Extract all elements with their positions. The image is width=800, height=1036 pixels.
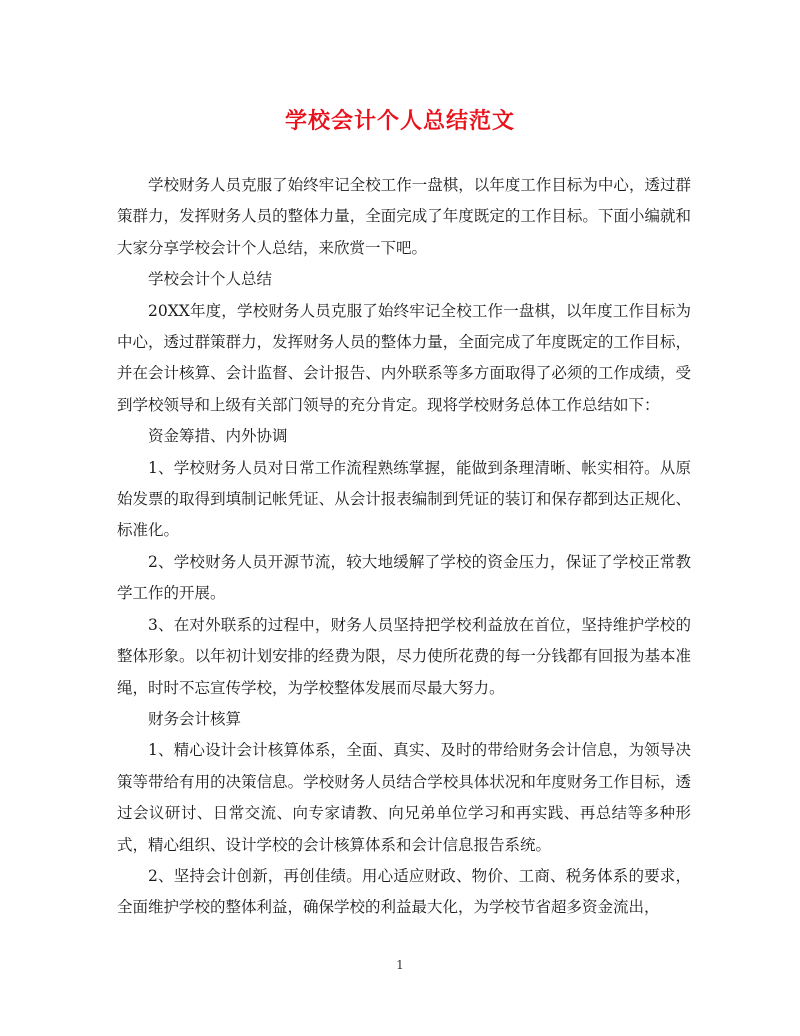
summary-paragraph: 20XX年度，学校财务人员克服了始终牢记全校工作一盘棋，以年度工作目标为中心，透过群策群力，发挥财务人员的整体力量，全面完成了年度既定的工作目标，并在会计核算、会计监督、会计报告、内外联系等多方面取得了必须的工作成绩，受到学校领导和上级有关部门领导的充分肯定。现将学校财务总体工作总结如下： [117,301,691,414]
funding-item-1: 1、学校财务人员对日常工作流程熟练掌握，能做到条理清晰、帐实相符。从原始发票的取得到填制记帐凭证、从会计报表编制到凭证的装订和保存都到达正规化、标准化。 [117,458,691,540]
document-body [117,170,691,924]
funding-item-3: 3、在对外联系的过程中，财务人员坚持把学校利益放在首位，坚持维护学校的整体形象。以年初计划安排的经费为限，尽力使所花费的每一分钱都有回报为基本准绳，时时不忘宣传学校，为学校整体发展而尽最大努力。 [117,615,691,697]
intro-paragraph: 学校财务人员克服了始终牢记全校工作一盘棋，以年度工作目标为中心，透过群策群力，发挥财务人员的整体力量，全面完成了年度既定的工作目标。下面小编就和大家分享学校会计个人总结，来欣赏一下吧。 [117,176,691,257]
document-title: 学校会计个人总结范文 [284,109,515,134]
funding-item-2: 2、学校财务人员开源节流，较大地缓解了学校的资金压力，保证了学校正常教学工作的开展。 [117,552,691,603]
accounting-item-2: 2、坚持会计创新，再创佳绩。用心适应财政、物价、工商、税务体系的要求，全面维护学校的整体利益，确保学校的利益最大化，为学校节省超多资金流出， [117,866,691,917]
section-heading-funding: 资金筹措、内外协调 [148,427,288,446]
accounting-item-1: 1、精心设计会计核算体系，全面、真实、及时的带给财务会计信息，为领导决策等带给有用的决策信息。学校财务人员结合学校具体状况和年度财务工作目标，透过会议研讨、日常交流、向专家请教、向兄弟单位学习和再实践、再总结等多种形式，精心组织、设计学校的会计核算体系和会计信息报告系统。 [117,741,691,854]
section-heading-accounting: 财务会计核算 [148,709,242,728]
section-heading-summary: 学校会计个人总结 [148,270,273,289]
page-number: 1 [396,958,404,972]
